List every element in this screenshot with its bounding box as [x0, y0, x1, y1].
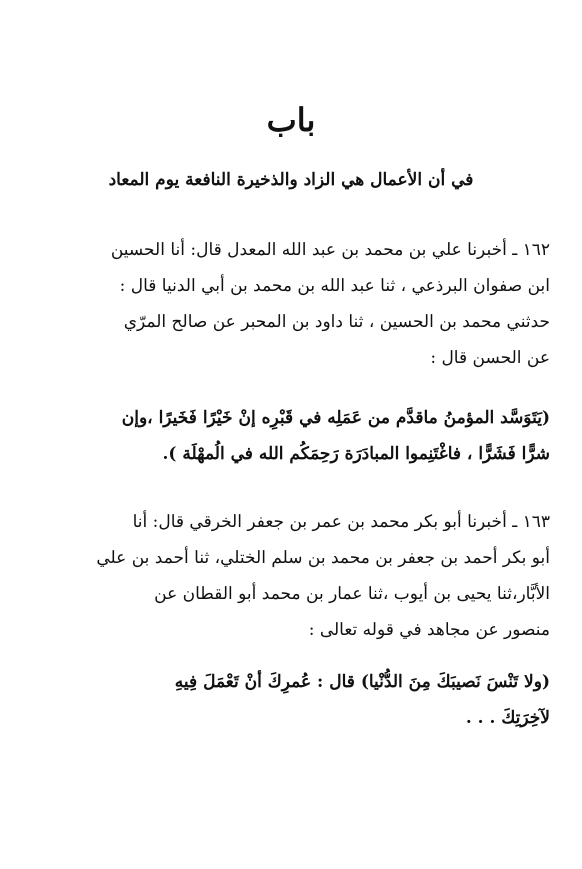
- text-line: الأبَّار،ثنا يحيى بن أيوب ،ثنا عمار بن محمد أبو القطان عن: [154, 584, 550, 604]
- text-line: ١٦٢ ـ أخبرنا علي بن محمد بن عبد الله المعدل قال: أنا الحسين: [110, 240, 550, 260]
- hadith-162-chain: [38, 232, 550, 376]
- hadith-163-chain: [38, 504, 550, 648]
- hadith-163-text: [38, 664, 550, 736]
- text-line: أبو بكر أحمد بن جعفر بن محمد بن سلم الختلي، ثنا أحمد بن علي: [96, 548, 550, 568]
- text-line: ١٦٣ ـ أخبرنا أبو بكر محمد بن عمر بن جعفر الخرقي قال: أنا: [132, 512, 550, 532]
- text-line: عن الحسن قال :: [430, 348, 550, 368]
- text-line: (ولا تَنْسَ نَصيبَكَ مِنَ الدُّنْيا) قال : عُمرِكَ أنْ تَعْمَلَ فِيهِ: [174, 672, 550, 692]
- text-line: ابن صفوان البرذعي ، ثنا عبد الله بن محمد بن أبي الدنيا قال :: [119, 276, 550, 296]
- chapter-subtitle: في أن الأعمال هي الزاد والذخيرة النافعة يوم المعاد: [108, 170, 474, 190]
- hadith-162-text: [38, 400, 550, 472]
- text-line: (يَتَوَسَّد المؤمنُ ماقدَّم من عَمَلِه في قَبْرِه إنْ خَيْرًا فَخَيرًا ،وإن: [121, 408, 550, 428]
- text-line: شرًّا فَشَرًّا ، فاغْتَنِموا المبادَرَة رَحِمَكُم الله في الُمهْلَة ).: [162, 444, 550, 464]
- text-line: لآخِرَتِكَ . . .: [465, 708, 550, 728]
- chapter-title: باب: [266, 101, 316, 139]
- text-line: منصور عن مجاهد في قوله تعالى :: [308, 620, 550, 640]
- text-line: حدثني محمد بن الحسين ، ثنا داود بن المحبر عن صالح المرّي: [123, 312, 550, 332]
